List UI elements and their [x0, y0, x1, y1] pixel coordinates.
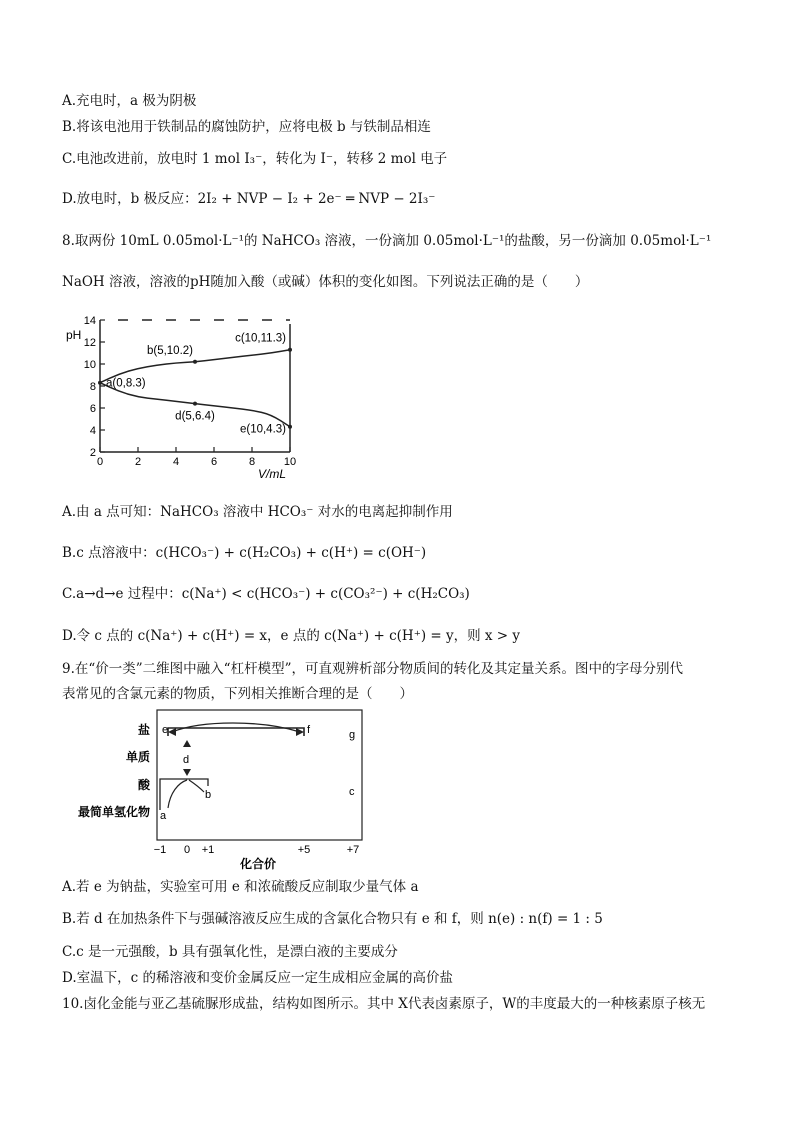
q8-stem-line1: 8.取两份 10mL 0.05mol·L⁻¹的 NaHCO₃ 溶液，一份滴加 0.05mol·L⁻¹的盐酸，另一份滴加 0.05mol·L⁻¹ — [62, 233, 712, 249]
letter-c: c — [349, 786, 355, 798]
q8-option-c: C.a→d→e 过程中：c(Na⁺) < c(HCO₃⁻) + c(CO₃²⁻) + c(H₂CO₃) — [62, 586, 470, 602]
q9-option-b: B.若 d 在加热条件下与强碱溶液反应生成的含氯化合物只有 e 和 f，则 n(e) : n(f) = 1 : 5 — [62, 911, 603, 927]
fulcrum-acid — [183, 769, 191, 776]
data-point — [193, 360, 197, 364]
valence-category-diagram — [77, 708, 372, 873]
y-tick-label: 4 — [89, 425, 96, 437]
row-label-element: 单质 — [125, 750, 150, 764]
q7-option-a: A.充电时，a 极为阴极 — [62, 93, 197, 109]
q9-stem-line1: 9.在“价一类”二维图中融入“杠杆模型”，可直观辨析部分物质间的转化及其定量关系。图中的字母分别代 — [62, 661, 683, 677]
q7-option-c: C.电池改进前，放电时 1 mol I₃⁻，转化为 I⁻，转移 2 mol 电子 — [62, 151, 448, 167]
x-tick-label: 4 — [172, 456, 180, 468]
letter-d: d — [183, 754, 190, 766]
q9-option-a: A.若 e 为钠盐，实验室可用 e 和浓硫酸反应制取少量气体 a — [62, 879, 419, 895]
x-tick-plus7: +7 — [346, 844, 360, 856]
arrow-a-to-d — [168, 780, 187, 808]
data-point — [98, 381, 102, 385]
x-tick-label: 8 — [248, 456, 256, 468]
data-point-label: a(0,8.3) — [106, 377, 146, 390]
arrow-head-right — [296, 728, 304, 736]
y-axis-label: pH — [66, 328, 82, 342]
ph-titration-chart — [62, 310, 312, 480]
letter-g: g — [349, 729, 356, 741]
x-tick-label: 10 — [283, 456, 297, 468]
data-point — [288, 425, 292, 429]
chart-points — [98, 333, 292, 436]
diagram-frame — [157, 710, 362, 840]
q8-option-b: B.c 点溶液中：c(HCO₃⁻) + c(H₂CO₃) + c(H⁺) = c(OH⁻) — [62, 545, 427, 561]
q9-option-c: C.c 是一元强酸，b 具有强氧化性，是漂白液的主要成分 — [62, 944, 398, 960]
y-tick-label: 8 — [89, 381, 96, 393]
x-tick-label: 0 — [96, 456, 104, 468]
arrow-head-left — [168, 728, 176, 736]
y-tick-label: 2 — [89, 447, 96, 459]
lever-bar-acid — [160, 779, 208, 810]
x-tick-0: 0 — [183, 844, 191, 856]
y-tick-label: 6 — [89, 403, 96, 415]
x-axis-label: V/mL — [258, 467, 287, 481]
row-label-hydride: 最简单氢化物 — [77, 805, 150, 819]
data-point — [288, 348, 292, 352]
letter-f: f — [307, 724, 311, 736]
letter-e: e — [162, 724, 169, 736]
x-tick-label: 6 — [210, 456, 218, 468]
q7-option-b: B.将该电池用于铁制品的腐蚀防护，应将电极 b 与铁制品相连 — [62, 119, 431, 135]
data-point-label: c(10,11.3) — [235, 332, 286, 345]
arrow-b-to-d — [189, 780, 204, 792]
letter-a: a — [160, 810, 167, 822]
row-label-salt: 盐 — [137, 723, 150, 737]
q9-option-d: D.室温下，c 的稀溶液和变价金属反应一定生成相应金属的高价盐 — [62, 970, 453, 986]
q8-option-d: D.令 c 点的 c(Na⁺) + c(H⁺) = x，e 点的 c(Na⁺) + c(H⁺) = y，则 x > y — [62, 628, 521, 644]
x-axis-label-valence: 化合价 — [239, 857, 277, 871]
data-point-label: b(5,10.2) — [146, 344, 193, 357]
y-tick-label: 10 — [83, 359, 96, 371]
q7-option-d: D.放电时，b 极反应：2I₂ + NVP − I₂ + 2e⁻ ═ NVP − 2I₃⁻ — [62, 191, 436, 207]
data-point-label: e(10,4.3) — [239, 423, 286, 436]
x-tick-plus1: +1 — [201, 844, 215, 856]
x-tick-label: 2 — [134, 456, 142, 468]
data-point-label: d(5,6.4) — [175, 410, 215, 423]
row-label-acid: 酸 — [137, 778, 150, 792]
q9-stem-line2: 表常见的含氯元素的物质，下列相关推断合理的是（ ） — [62, 686, 413, 702]
letter-b: b — [205, 789, 212, 801]
q10-stem: 10.卤化金能与亚乙基硫脲形成盐，结构如图所示。其中 X代表卤素原子，W的丰度最大的一种核素原子核无 — [62, 996, 706, 1012]
y-tick-label: 12 — [83, 337, 96, 349]
fulcrum-salt — [183, 740, 191, 747]
x-tick-plus5: +5 — [297, 844, 311, 856]
q8-option-a: A.由 a 点可知：NaHCO₃ 溶液中 HCO₃⁻ 对水的电离起抑制作用 — [62, 504, 453, 520]
lever-bar-salt — [168, 728, 304, 736]
x-tick-minus1: −1 — [153, 844, 167, 856]
q8-stem-line2: NaOH 溶液，溶液的pH随加入酸（或碱）体积的变化如图。下列说法正确的是（ ） — [62, 274, 589, 290]
y-tick-label: 14 — [83, 315, 96, 327]
data-point — [193, 402, 197, 406]
